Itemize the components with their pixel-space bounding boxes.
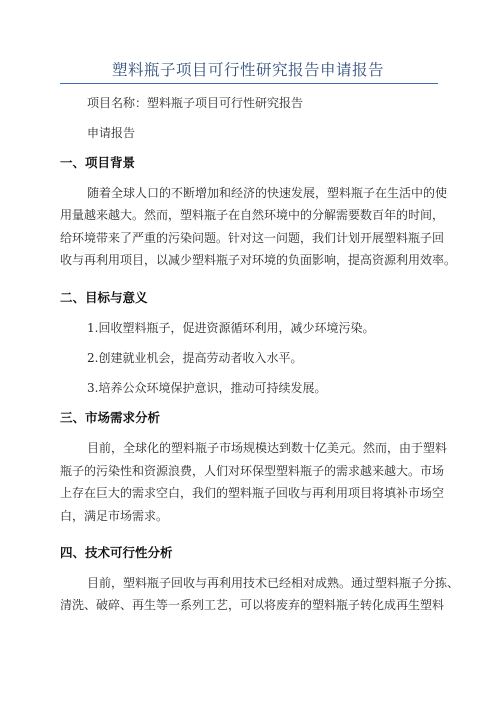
section-heading-background: 一、项目背景 <box>60 155 136 170</box>
document-title: 塑料瓶子项目可行性研究报告申请报告 <box>111 61 384 79</box>
project-name-line: 项目名称：塑料瓶子项目可行性研究报告 <box>87 96 304 110</box>
paragraph-line: 收与再利用项目，以减少塑料瓶子对环境的负面影响，提高资源利用效率。 <box>60 253 457 267</box>
section-heading-technical: 四、技术可行性分析 <box>60 545 173 560</box>
paragraph-line: 目前，全球化的塑料瓶子市场规模达到数十亿美元。然而，由于塑料 <box>87 441 448 455</box>
paragraph-line: 目前，塑料瓶子回收与再利用技术已经相对成熟。通过塑料瓶子分拣、 <box>87 576 460 590</box>
section-heading-goals: 二、目标与意义 <box>60 290 148 305</box>
list-item: 3.培养公众环境保护意识，推动可持续发展。 <box>87 381 327 395</box>
list-item: 1.回收塑料瓶子，促进资源循环利用，减少环境污染。 <box>87 321 375 335</box>
title-underline <box>60 83 438 84</box>
paragraph-line: 清洗、破碎、再生等一系列工艺，可以将废弃的塑料瓶子转化成再生塑料 <box>60 598 445 612</box>
paragraph-line: 瓶子的污染性和资源浪费，人们对环保型塑料瓶子的需求越来越大。市场 <box>60 464 445 478</box>
section-heading-market: 三、市场需求分析 <box>60 410 161 425</box>
paragraph-line: 白，满足市场需求。 <box>60 509 169 523</box>
application-label: 申请报告 <box>87 126 136 140</box>
paragraph-line: 用量越来越大。然而，塑料瓶子在自然环境中的分解需要数百年的时间， <box>60 208 445 222</box>
paragraph-line: 随着全球人口的不断增加和经济的快速发展，塑料瓶子在生活中的使 <box>87 186 448 200</box>
paragraph-line: 给环境带来了严重的污染问题。针对这一问题，我们计划开展塑料瓶子回 <box>60 231 445 245</box>
list-item: 2.创建就业机会，提高劳动者收入水平。 <box>87 351 303 365</box>
paragraph-line: 上存在巨大的需求空白，我们的塑料瓶子回收与再利用项目将填补市场空 <box>60 486 445 500</box>
